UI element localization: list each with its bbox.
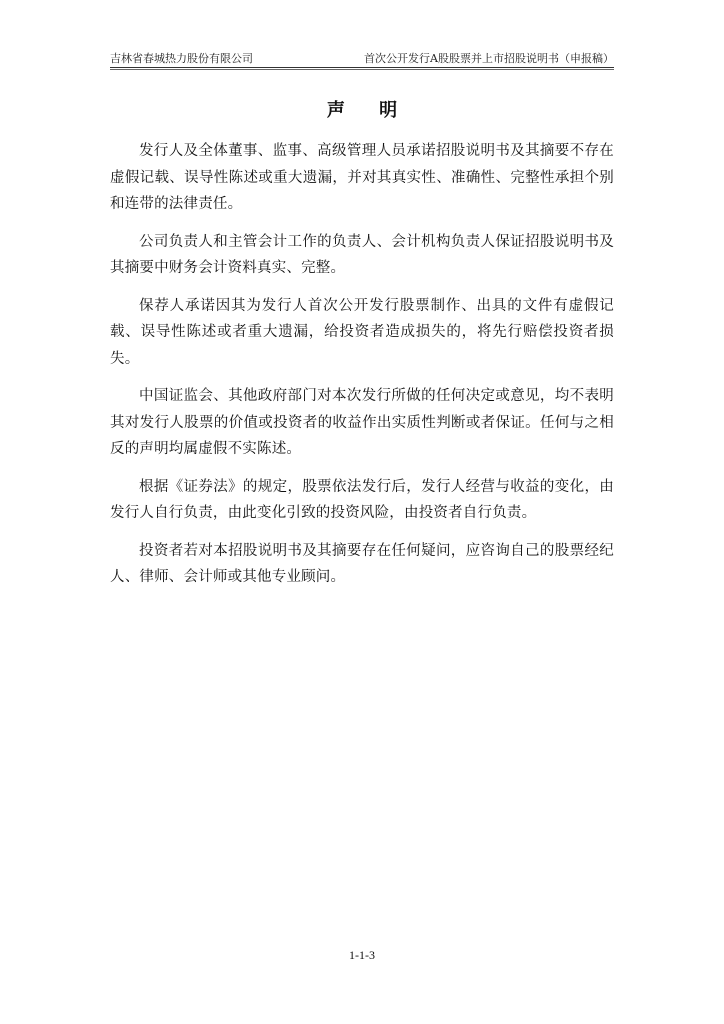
paragraph: 中国证监会、其他政府部门对本次发行所做的任何决定或意见，均不表明其对发行人股票的价值或投资者的收益作出实质性判断或者保证。任何与之相反的声明均属虚假不实陈述。	[110, 388, 614, 457]
paragraph: 根据《证券法》的规定，股票依法发行后，发行人经营与收益的变化，由发行人自行负责，由此变化引致的投资风险，由投资者自行负责。	[110, 478, 614, 521]
header-company-name: 吉林省春城热力股份有限公司	[110, 52, 253, 65]
statement-body	[110, 138, 614, 602]
paragraph: 发行人及全体董事、监事、高级管理人员承诺招股说明书及其摘要不存在虚假记载、误导性陈述或重大遗漏，并对其真实性、准确性、完整性承担个别和连带的法律责任。	[110, 143, 614, 212]
header-divider	[110, 67, 614, 68]
paragraph: 保荐人承诺因其为发行人首次公开发行股票制作、出具的文件有虚假记载、误导性陈述或者重大遗漏，给投资者造成损失的，将先行赔偿投资者损失。	[110, 297, 614, 367]
header-document-title: 首次公开发行A股股票并上市招股说明书（申报稿）	[364, 52, 614, 65]
page-title: 声 明	[326, 100, 412, 121]
page-header	[110, 50, 614, 66]
paragraph: 投资者若对本招股说明书及其摘要存在任何疑问，应咨询自己的股票经纪人、律师、会计师或其他专业顾问。	[110, 542, 614, 585]
header-divider-thin	[110, 69, 614, 70]
paragraph: 公司负责人和主管会计工作的负责人、会计机构负责人保证招股说明书及其摘要中财务会计资料真实、完整。	[110, 233, 614, 276]
page-number: 1-1-3	[349, 948, 375, 962]
